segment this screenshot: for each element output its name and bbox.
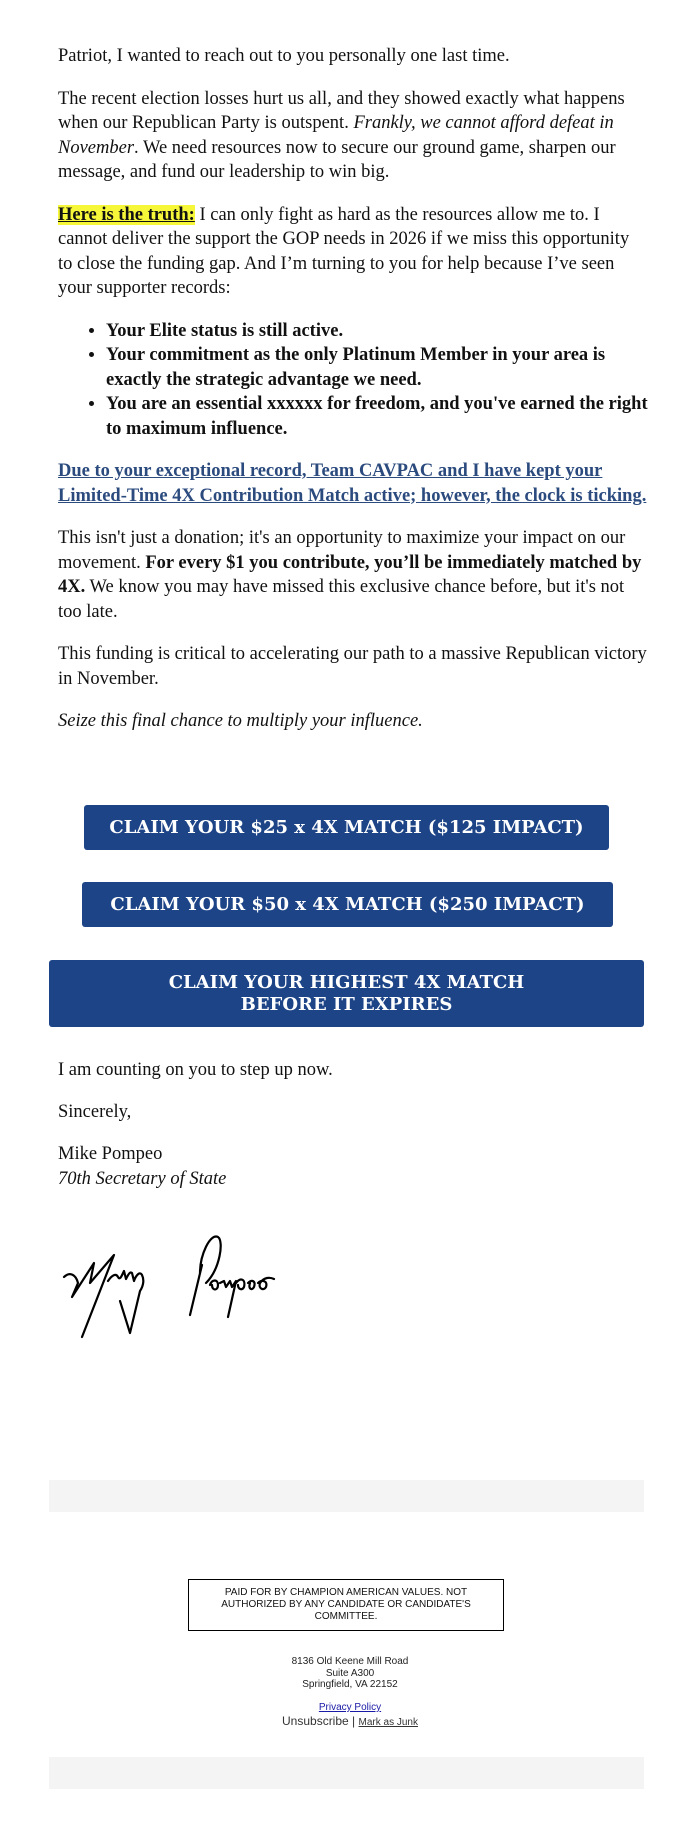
address-line: Suite A300 bbox=[325, 1667, 375, 1679]
paragraph-match bbox=[58, 526, 648, 624]
signer-name: Mike Pompeo bbox=[58, 1144, 163, 1164]
list-item: • Your Elite status is still active. bbox=[106, 319, 648, 344]
footer-divider-top bbox=[49, 1480, 644, 1512]
address-line: 8136 Old Keene Mill Road bbox=[291, 1656, 409, 1667]
text: I can only fight as hard as the resources allow me to. I cannot deliver the support the GOP needs in 2026 if we miss this opportunity to close the funding gap. And I’m turning to you for help because I’ve seen your supporter records: bbox=[58, 204, 630, 298]
claim-highest-button[interactable]: CLAIM YOUR HIGHEST 4X MATCH BEFORE IT EXPIRES bbox=[49, 960, 644, 1027]
email-body bbox=[58, 44, 648, 752]
paragraph-election bbox=[58, 87, 648, 185]
claim-25-button[interactable]: CLAIM YOUR $25 x 4X MATCH ($125 IMPACT) bbox=[84, 805, 609, 850]
address-block bbox=[0, 1656, 700, 1691]
disclaimer-box: PAID FOR BY CHAMPION AMERICAN VALUES. NOT AUTHORIZED BY ANY CANDIDATE OR CANDIDATE'S COMMITTEE. bbox=[188, 1579, 504, 1631]
bold-text: For every $1 you contribute, you’ll be immediately matched by 4X. bbox=[58, 552, 642, 597]
unsubscribe-link[interactable]: Unsubscribe bbox=[282, 1714, 349, 1728]
privacy-row bbox=[0, 1702, 700, 1714]
greeting: Patriot, I wanted to reach out to you personally one last time. bbox=[58, 46, 510, 66]
text: This isn't just a donation; it's an opportunity to maximize your impact on our movement. bbox=[58, 528, 626, 573]
text: The recent election losses hurt us all, and they showed exactly what happens when our Republican Party is outspent. bbox=[58, 88, 625, 133]
list-item: • You are an essential xxxxxx for freedom, and you've earned the right to maximum influence. bbox=[106, 392, 648, 441]
address-line: Springfield, VA 22152 bbox=[302, 1679, 398, 1690]
privacy-policy-link[interactable]: Privacy Policy bbox=[318, 1702, 382, 1713]
mark-as-junk-link[interactable]: Mark as Junk bbox=[358, 1717, 418, 1728]
paragraph-truth bbox=[58, 203, 648, 301]
list-item: • Your commitment as the only Platinum Member in your area is exactly the strategic advantage we need. bbox=[106, 343, 648, 392]
highlight-truth: Here is the truth: bbox=[58, 204, 195, 225]
italic-text: Frankly, we cannot afford defeat in November bbox=[58, 113, 614, 158]
claim-50-button[interactable]: CLAIM YOUR $50 x 4X MATCH ($250 IMPACT) bbox=[82, 882, 613, 927]
closing-sincerely: Sincerely, bbox=[58, 1102, 132, 1122]
closing-counting: I am counting on you to step up now. bbox=[58, 1060, 333, 1080]
status-list bbox=[58, 319, 648, 442]
text: We know you may have missed this exclusive chance before, but it's not too late. bbox=[58, 577, 625, 622]
signer-title: 70th Secretary of State bbox=[58, 1169, 227, 1189]
paragraph-funding: This funding is critical to accelerating our path to a massive Republican victory in November. bbox=[58, 644, 647, 689]
separator: | bbox=[352, 1714, 356, 1728]
italic-text: Seize this final chance to multiply your influence. bbox=[58, 711, 423, 731]
paragraph-seize bbox=[58, 709, 648, 734]
text: . We need resources now to secure our ground game, sharpen our message, and fund our leadership to win big. bbox=[58, 137, 616, 182]
unsubscribe-row bbox=[0, 1714, 700, 1730]
footer-divider-bottom bbox=[49, 1757, 644, 1789]
signature-image bbox=[60, 1225, 285, 1340]
match-link[interactable]: Due to your exceptional record, Team CAVPAC and I have kept your Limited-Time 4X Contribution Match active; however, the clock is ticking. bbox=[58, 461, 647, 506]
